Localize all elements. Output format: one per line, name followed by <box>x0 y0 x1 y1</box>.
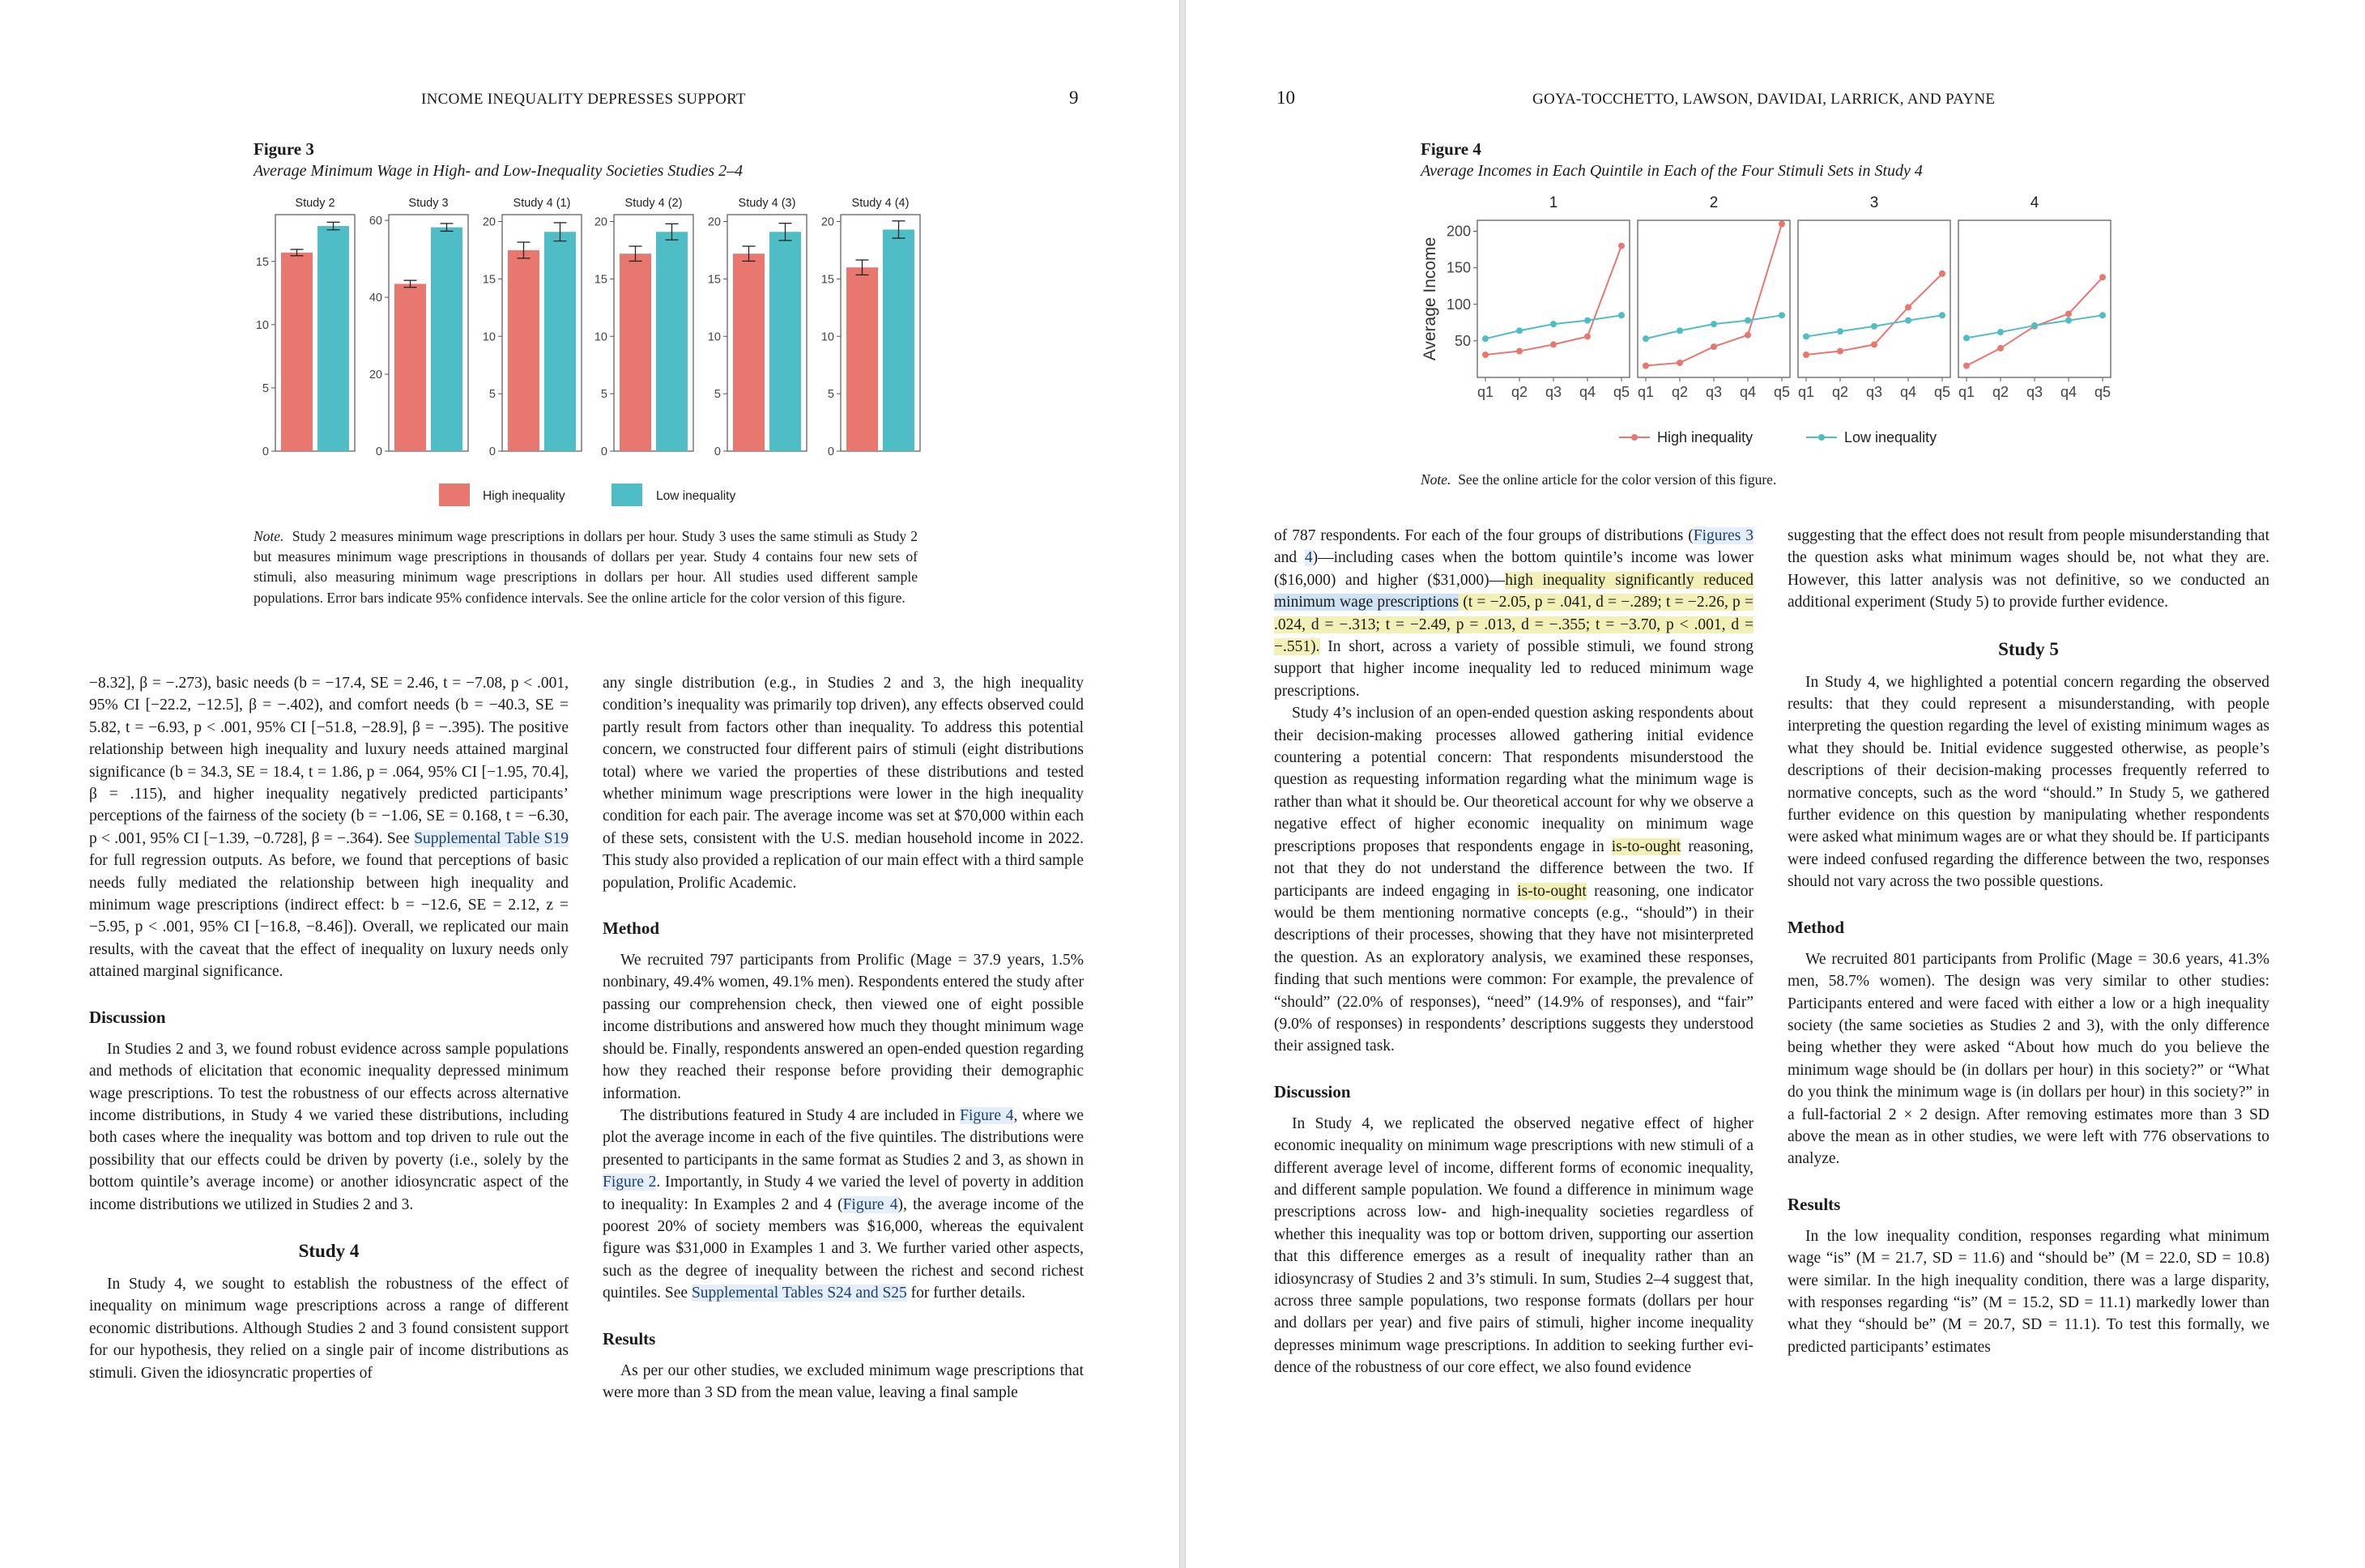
panel-title: Study 3 <box>408 197 449 210</box>
x-tick-label: q3 <box>1705 384 1723 400</box>
data-point-low-inequality <box>1837 328 1843 334</box>
y-tick-label: 200 <box>1446 223 1471 240</box>
legend-label-high: High inequality <box>483 489 565 503</box>
x-tick-label: q5 <box>1613 384 1630 400</box>
bar-low-inequality <box>769 232 801 451</box>
x-tick-label: q2 <box>1831 384 1849 400</box>
paragraph: As per our other studies, we excluded minimum wage prescriptions that were more than 3 SD from the mean value, leaving a final sample <box>603 1361 1084 1401</box>
left-page <box>0 0 1179 1568</box>
panel-title: Study 2 <box>295 197 335 210</box>
figure-caption: Average Incomes in Each Quintile in Each of the Four Stimuli Sets in Study 4 <box>1421 162 1923 180</box>
figure-note-text: See the online article for the color version of this figure. <box>1458 471 1777 488</box>
data-point-low-inequality <box>1779 312 1785 318</box>
bar-low-inequality <box>431 228 462 451</box>
y-tick-label: 0 <box>714 445 721 458</box>
x-tick-label: q5 <box>1933 384 1951 400</box>
x-tick-label: q3 <box>1545 384 1562 400</box>
legend-marker-low <box>1818 434 1825 441</box>
bar-high-inequality <box>394 283 426 451</box>
y-tick-label: 0 <box>600 445 607 458</box>
data-point-high-inequality <box>1779 221 1785 228</box>
data-point-high-inequality <box>1905 304 1911 310</box>
x-tick-label: q1 <box>1797 384 1815 400</box>
y-tick-label: 5 <box>262 381 269 395</box>
x-tick-label: q1 <box>1958 384 1975 400</box>
data-point-high-inequality <box>1516 348 1523 355</box>
data-point-high-inequality <box>1997 345 2004 352</box>
y-tick-label: 10 <box>820 330 834 344</box>
running-head: GOYA-TOCCHETTO, LAWSON, DAVIDAI, LARRICK, AND PAYNE <box>1532 91 1996 108</box>
paragraph: In Study 4, we replicated the observed negative effect of higher economic inequality on minimum wage prescriptions with new stimuli of a different average level of income, different forms of economic inequality, and different sample population. We found a difference in minimum wage prescriptions across low- and high-inequality societies regardless of whether this inequality was top or bottom driven, supporting our assertion that this difference emerges as a result of inequality rather than an idiosyncrasy of Studies 2 and 3’s stimuli. In sum, Studies 2–4 suggest that, across three sample populations, two response formats (dollars per hour and dollars per year) and five pairs of stimuli, higher income inequality depresses minimum wage prescriptions. In addition to seeking further evidence of the robustness of our core effect, we also found evidence <box>1274 1114 1754 1377</box>
data-point-low-inequality <box>1997 329 2004 335</box>
paragraph: In Study 4, we highlighted a potential concern regarding the observed results: that they could represent a misunderstanding, with people interpreting the question regarding the level of existing minimum wages as what they should be. Initial evidence suggested otherwise, as people’s descriptions of their decision-making processes frequently referred to normative concepts, such as the word “should.” In Study 5, we gathered further evidence on this question by manipulating whether respondents were asked what minimum wages are or what they should be. If participants were indeed confused regarding the difference between the two, responses should not vary across the two possible questions. <box>1788 673 2269 891</box>
y-tick-label: 10 <box>594 330 607 344</box>
data-point-high-inequality <box>1618 243 1625 249</box>
section-heading: Study 4 <box>298 1240 360 1261</box>
y-tick-label: 60 <box>369 215 382 228</box>
section-heading: Study 5 <box>1998 638 2059 659</box>
figure-note-label: Note. <box>1421 471 1451 488</box>
y-tick-label: 15 <box>594 273 607 287</box>
section-heading: Results <box>603 1328 656 1349</box>
legend-label-high: High inequality <box>1657 429 1754 445</box>
section-heading: Method <box>603 918 659 939</box>
text-run: and <box>1274 549 1305 567</box>
data-point-high-inequality <box>2099 274 2106 280</box>
figure-link[interactable]: Figures 3 <box>1693 527 1754 544</box>
x-tick-label: q4 <box>1739 384 1757 400</box>
text-column-right <box>1788 525 2269 1358</box>
text-column-left <box>89 672 569 1384</box>
legend-label-low: Low inequality <box>1844 429 1937 445</box>
y-tick-label: 20 <box>482 215 496 229</box>
data-point-high-inequality <box>1711 343 1717 350</box>
data-point-low-inequality <box>1803 333 1809 339</box>
text-run: reasoning, not that they do not understand the difference between the two. If participants are indeed engaging in <box>1274 837 1754 900</box>
data-point-low-inequality <box>1643 335 1649 342</box>
highlight[interactable]: is-to-ought <box>1611 837 1681 855</box>
figure-note <box>254 526 918 608</box>
data-point-high-inequality <box>1482 352 1489 358</box>
data-point-high-inequality <box>1803 352 1809 358</box>
figure-caption: Average Minimum Wage in High- and Low-Inequality Societies Studies 2–4 <box>254 162 744 180</box>
data-point-low-inequality <box>1618 312 1625 318</box>
supplemental-table-link[interactable]: Supplemental Table S19 <box>414 829 569 847</box>
figure-label: Figure 3 <box>254 139 314 159</box>
y-tick-label: 0 <box>827 445 834 458</box>
x-tick-label: q4 <box>1899 384 1917 400</box>
y-tick-label: 15 <box>255 255 269 269</box>
data-point-high-inequality <box>1871 341 1877 347</box>
y-tick-label: 20 <box>707 215 721 229</box>
text-run: ), the average income of the poorest 20% of society members was $16,000, whereas the equivalent figure was $31,000 in Examples 1 and 3. We further varied other aspects, such as the degree of inequality between the richest and second richest quintiles. See <box>603 1195 1084 1302</box>
panel-title: 2 <box>1709 194 1719 211</box>
paragraph <box>603 1105 1084 1305</box>
x-tick-label: q5 <box>1773 384 1791 400</box>
supplemental-table-link[interactable]: Supplemental Tables S24 and S25 <box>691 1285 907 1302</box>
paragraph: In Studies 2 and 3, we found robust evidence across sample populations and methods of elicitation that economic inequality depressed minimum wage prescriptions. To test the robustness of our effects across alternative income distributions, in Study 4 we varied these distributions, including both cases where the inequality was bottom and top driven to rule out the possibility that our effects could be driven by poverty (i.e., solely by the bottom quintile’s average income) or another idiosyncratic aspect of the income distributions we utilized in Studies 2 and 3. <box>89 1040 569 1213</box>
panel-title: 3 <box>1869 194 1879 211</box>
section-heading: Discussion <box>1274 1081 1351 1101</box>
data-point-low-inequality <box>1516 327 1523 334</box>
section-heading: Method <box>1788 917 1844 937</box>
paragraph: We recruited 801 participants from Prolific (Mage = 30.6 years, 41.3% men, 58.7% women). The design was very similar to other studies: Participants entered and were faced with either a low or a high inequality society (the same societies as Studies 2 and 3), with the only difference being whether they were asked “About how much do you believe the minimum wage should be (in dollars per hour) in this society?” or “What do you think the minimum wage is (in dollars per hour) in this society?” in a full-factorial 2 × 2 design. After removing estimates more than 3 SD above the mean as in other studies, we were left with 776 observations to analyze. <box>1788 950 2269 1168</box>
y-tick-label: 100 <box>1446 296 1471 313</box>
x-tick-label: q2 <box>1671 384 1689 400</box>
figure4-chart <box>1413 188 2111 455</box>
paragraph <box>89 672 569 983</box>
highlight[interactable]: minimum wage prescriptions <box>1274 594 1459 611</box>
figure-link[interactable]: Figure 4 <box>960 1106 1014 1124</box>
page-gutter <box>1179 0 1186 1568</box>
text-run: of 787 respondents. For each of the four groups of distributions ( <box>1274 527 1694 544</box>
data-point-low-inequality <box>1963 334 1970 341</box>
legend-label-low: Low inequality <box>656 489 736 503</box>
panel-title: Study 4 (3) <box>738 197 796 210</box>
figure-note-label: Note. <box>254 528 284 544</box>
panel-frame <box>1958 220 2111 377</box>
panel-title: Study 4 (2) <box>624 197 683 210</box>
text-run: for further details. <box>906 1285 1025 1302</box>
text-run: . Importantly, in Study 4 we varied the level of poverty in addition to inequality: In Examples 2 and 4 ( <box>603 1174 1084 1213</box>
y-tick-label: 5 <box>488 388 496 402</box>
data-point-high-inequality <box>1677 360 1683 366</box>
y-tick-label: 15 <box>707 273 721 287</box>
text-run: −8.32], β = −.273), basic needs (b = −17.4, SE = 2.46, t = −7.08, p < .001, 95% CI [−22.2, −12.5], β = −.402), and comfort needs (b = −40.3, SE = 5.82, t = −6.93, p < .001, 95% CI [−51.8, −28.9], β = −.395). The positive relationship between high inequality and luxury needs attained marginal significance (b = 34.3, SE = 18.4, t = 1.86, p = .064, 95% CI [−1.95, 70.4], β = .115), and higher inequality negatively predicted participants’ perceptions of the fairness of the society (b = −1.06, SE = 0.168, t = −6.30, p < .001, 95% CI [−1.39, −0.728], β = −.364). See <box>89 675 569 847</box>
x-tick-label: q4 <box>2060 384 2077 400</box>
x-tick-label: q1 <box>1637 384 1655 400</box>
data-point-low-inequality <box>1745 317 1751 324</box>
paragraph: any single distribution (e.g., in Studies 2 and 3, the high inequality condition’s inequality was primarily top driven), any effects observed could partly result from factors other than inequality. To address this potential concern, we constructed four different pairs of stimuli (eight distributions total) where we varied the properties of these distributions and tested whether minimum wage prescriptions were lower in the high inequality condition for each pair. The average income was set at $70,000 within each of these sets, consistent with the U.S. median household income in 2022. This study also provided a replication of our main effect with a third sample population, Prolific Academic. <box>603 675 1084 892</box>
panel-frame <box>1638 220 1790 377</box>
legend-swatch-low <box>611 484 642 506</box>
bar-low-inequality <box>656 232 688 451</box>
x-tick-label: q2 <box>1992 384 2009 400</box>
bar-low-inequality <box>317 226 349 451</box>
figure-label: Figure 4 <box>1421 139 1481 159</box>
y-tick-label: 20 <box>820 215 834 229</box>
data-point-low-inequality <box>1482 335 1489 342</box>
paragraph: In Study 4, we sought to establish the robustness of the effect of inequality on minimum wage prescriptions across a range of different economic distributions. Although Studies 2 and 3 found consistent support for our hypothesis, they relied on a single pair of income distributions as stimuli. Given the idiosyncratic properties of <box>89 1275 569 1382</box>
data-point-low-inequality <box>1871 323 1877 330</box>
y-tick-label: 150 <box>1446 259 1471 276</box>
section-heading: Results <box>1788 1194 1841 1214</box>
figure-note <box>1421 470 2085 490</box>
data-point-low-inequality <box>2031 322 2038 329</box>
right-page <box>1186 0 2365 1568</box>
bar-high-inequality <box>508 250 539 451</box>
y-tick-label: 40 <box>369 292 382 305</box>
y-tick-label: 0 <box>375 445 382 458</box>
highlight[interactable]: is-to-ought <box>1517 882 1587 900</box>
text-run: , where we plot the average income in each of the five quintiles. The distributions were presented to participants in the same format as Studies 2 and 3, as shown in <box>603 1106 1084 1169</box>
text-run: for full regression outputs. As before, we found that perceptions of basic needs fully mediated the relationship between high inequality and minimum wage prescriptions (indirect effect: b = −12.6, SE = 2.12, z = −5.95, p < .001, 95% CI [−16.8, −8.46]). Overall, we replicated our main results, with the caveat that the effect of inequality on luxury needs only attained marginal significance. <box>89 852 569 981</box>
data-point-low-inequality <box>1677 327 1683 334</box>
text-run: Study 4’s inclusion of an open-ended question asking respondents about their decision-making processes allowed gathering initial evidence countering a potential concern: That respondents misunderstood the question as requesting information regarding what the minimum wage is rather than what it should be. Our theoretical account for why we observe a negative effect of higher economic inequality on minimum wage prescriptions proposes that respondents engage in <box>1274 705 1754 855</box>
x-tick-label: q5 <box>2094 384 2111 400</box>
x-tick-label: q3 <box>2026 384 2043 400</box>
section-heading: Discussion <box>89 1007 166 1027</box>
bar-high-inequality <box>620 254 651 451</box>
panel-title: Study 4 (4) <box>851 197 910 210</box>
data-point-low-inequality <box>2065 317 2072 324</box>
highlight[interactable]: high inequality significantly reduced <box>1505 571 1754 589</box>
text-run: The distributions featured in Study 4 are included in <box>620 1106 961 1124</box>
panel-title: Study 4 (1) <box>513 197 571 210</box>
data-point-low-inequality <box>1550 321 1557 327</box>
data-point-low-inequality <box>2099 312 2106 318</box>
text-run: reasoning, one indicator would be them mentioning normative concepts (e.g., “should”) in their descriptions of their processes, showing that they have not misinterpreted the question. As an exploratory analysis, we examined these responses, finding that such mentions were common: For example, the prevalence of “should” (22.0% of responses), “need” (14.9% of responses), and “fair” (9.0% of responses) in respondents’ descriptions suggests they understood their assigned task. <box>1274 882 1754 1055</box>
y-tick-label: 0 <box>488 445 496 458</box>
y-tick-label: 20 <box>369 369 382 382</box>
legend-marker-high <box>1631 434 1638 441</box>
x-tick-label: q4 <box>1579 384 1596 400</box>
bar-low-inequality <box>883 229 914 451</box>
paragraph <box>1274 525 1754 702</box>
y-tick-label: 0 <box>262 445 269 458</box>
y-tick-label: 10 <box>707 330 721 344</box>
data-point-high-inequality <box>1837 348 1843 355</box>
data-point-low-inequality <box>1939 312 1945 318</box>
data-point-low-inequality <box>1905 317 1911 324</box>
bar-high-inequality <box>281 253 313 451</box>
text-column-left <box>1274 525 1754 1379</box>
y-axis-label: Average Income <box>1421 236 1439 361</box>
bar-high-inequality <box>846 267 878 451</box>
figure-note-text: Study 2 measures minimum wage prescriptions in dollars per hour. Study 3 uses the same stimuli as Study 2 but measures minimum wage prescriptions in thousands of dollars per year. Study 4 contains four new sets of stimuli, also measuring minimum wage prescriptions in dollars per hour. All studies used different sample populations. Error bars indicate 95% confidence intervals. See the online article for the color version of this figure. <box>254 528 918 606</box>
y-tick-label: 10 <box>482 330 496 344</box>
panel-title: 4 <box>2030 194 2039 211</box>
running-head: INCOME INEQUALITY DEPRESSES SUPPORT <box>421 91 746 108</box>
text-column-right <box>603 672 1084 1404</box>
text-run: In short, across a variety of possible stimuli, we found strong support that higher income inequality led to reduced minimum wage prescriptions. <box>1274 638 1754 700</box>
x-tick-label: q2 <box>1511 384 1528 400</box>
data-point-high-inequality <box>1584 333 1591 339</box>
y-tick-label: 15 <box>482 273 496 287</box>
data-point-low-inequality <box>1584 317 1591 324</box>
legend-swatch-high <box>439 484 470 506</box>
paragraph <box>1274 702 1754 1058</box>
y-tick-label: 10 <box>255 318 269 332</box>
page-number: 9 <box>1069 87 1079 108</box>
highlight[interactable]: (t = −2.05, p = .041, d = −.289; t = −2.26, p = .024, d = −.313; t = −2.49, p = .013, d = −.355; t = −3.70, p < .001, d = −.551). <box>1274 594 1754 656</box>
x-tick-label: q1 <box>1477 384 1494 400</box>
page-number: 10 <box>1276 87 1295 108</box>
y-tick-label: 5 <box>600 388 607 402</box>
data-point-high-inequality <box>1939 271 1945 277</box>
bar-high-inequality <box>733 254 765 451</box>
paragraph: suggesting that the effect does not result from people misunderstanding that the question asks what minimum wages should be, not what they are. However, this latter analysis was not definitive, so we conducted an additional experiment (Study 5) to provide further evidence. <box>1788 527 2269 611</box>
data-point-high-inequality <box>1745 332 1751 339</box>
data-point-high-inequality <box>1643 363 1649 369</box>
data-point-high-inequality <box>1963 363 1970 369</box>
paragraph: We recruited 797 participants from Prolific (Mage = 37.9 years, 1.5% nonbinary, 49.4% women, 49.1% men). Respondents entered the study after passing our comprehension check, then viewed one of eight possible income distributions and answered how much they thought minimum wage should be. Finally, respondents answered an open-ended question regarding how they reached their response before providing their demographic information. <box>603 952 1084 1102</box>
y-tick-label: 50 <box>1454 332 1471 349</box>
data-point-high-inequality <box>2065 310 2072 317</box>
figure-link[interactable]: Figure 2 <box>603 1174 657 1191</box>
panel-title: 1 <box>1549 194 1558 211</box>
y-tick-label: 5 <box>827 388 834 402</box>
bar-low-inequality <box>544 232 576 451</box>
y-tick-label: 15 <box>820 273 834 287</box>
figure-link[interactable]: Figure 4 <box>842 1195 898 1213</box>
y-tick-label: 20 <box>594 215 607 229</box>
x-tick-label: q3 <box>1865 384 1883 400</box>
data-point-high-inequality <box>1550 341 1557 347</box>
paragraph: In the low inequality condition, responses regarding what minimum wage “is” (M = 21.7, SD = 11.6) and “should be” (M = 22.0, SD = 10.8) were similar. In the high inequality condition, there was a large disparity, with responses regarding “is” (M = 15.2, SD = 11.1) markedly lower than what they “should be” (M = 20.7, SD = 11.1). To test this formally, we predicted participants’ estimates <box>1788 1227 2269 1356</box>
y-tick-label: 5 <box>714 388 721 402</box>
text-run: )—including cases when the bottom quintile’s income was lower ($16,000) and higher ($31,000)— <box>1274 549 1754 589</box>
data-point-low-inequality <box>1711 321 1717 327</box>
figure3-chart <box>243 190 940 514</box>
figure-link[interactable]: 4 <box>1304 549 1313 567</box>
